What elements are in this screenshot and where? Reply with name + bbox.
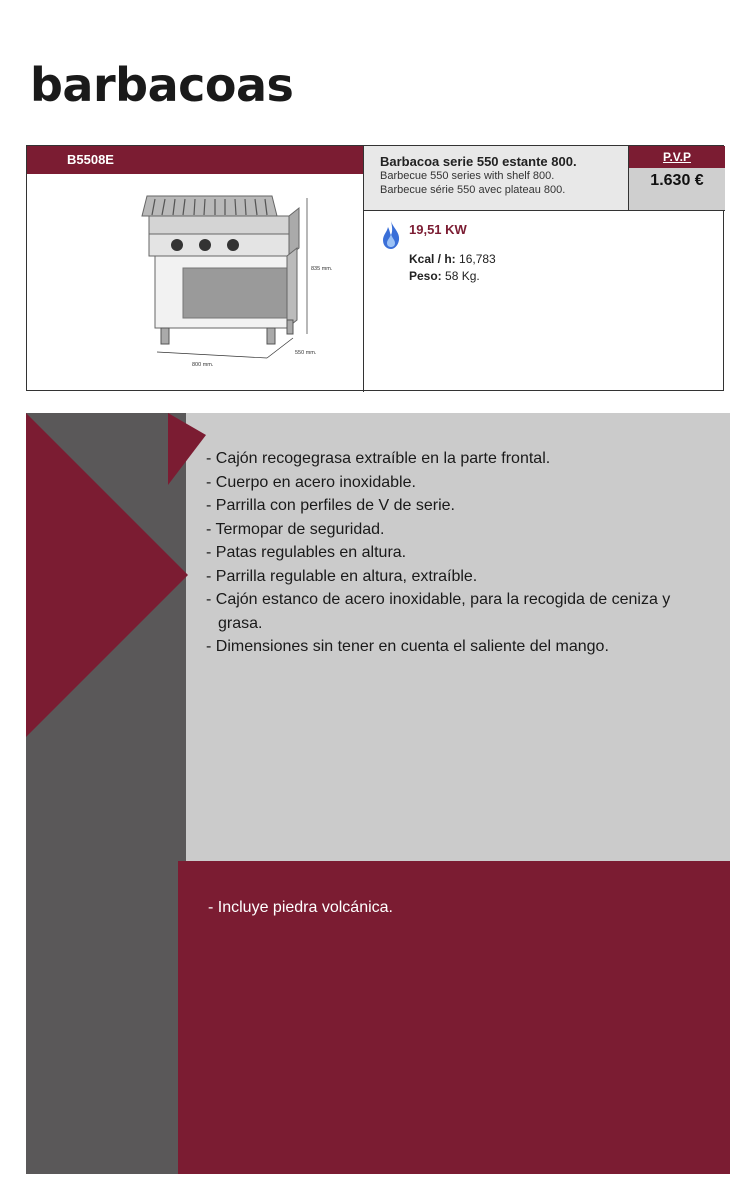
product-code: B5508E: [27, 146, 363, 174]
description-box: [364, 146, 628, 210]
decorative-triangle: [26, 413, 206, 743]
list-item: - Patas regulables en altura.: [206, 544, 407, 561]
dim-width-label: 800 mm.: [192, 362, 214, 368]
list-item: - Cuerpo en acero inoxidable.: [206, 473, 416, 491]
description-es: Barbacoa serie 550 estante 800.: [380, 154, 577, 169]
pvp-label: P.V.P: [629, 146, 725, 168]
price-box: [628, 146, 725, 210]
features-list: [206, 447, 716, 659]
power-value: 19,51 KW: [409, 222, 467, 237]
product-card: [26, 145, 724, 391]
list-item: - Cajón estanco de acero inoxidable, para la recogida de ceniza y grasa.: [206, 591, 671, 632]
kcal-row: [409, 252, 496, 266]
price-value: 1.630 €: [650, 172, 704, 189]
dim-depth-label: 550 mm.: [295, 350, 317, 356]
list-item: - Dimensiones sin tener en cuenta el saliente del mango.: [206, 638, 609, 655]
weight-value: 58 Kg.: [445, 269, 480, 283]
note-text: - Incluye piedra volcánica.: [208, 899, 393, 916]
description-fr: Barbecue série 550 avec plateau 800.: [380, 184, 566, 196]
decorative-gray-band: [26, 861, 178, 1174]
weight-row: [409, 269, 480, 283]
list-item: - Parrilla regulable en altura, extraíble.: [206, 567, 478, 585]
page-title: barbacoas: [30, 58, 294, 112]
list-item: - Termopar de seguridad.: [206, 520, 385, 538]
description-en: Barbecue 550 series with shelf 800.: [380, 170, 555, 182]
kcal-label: Kcal / h:: [409, 252, 456, 266]
product-image: [117, 186, 337, 376]
list-item: - Cajón recogegrasa extraíble en la parte frontal.: [206, 450, 551, 467]
kcal-value: 16,783: [459, 252, 496, 266]
dim-height-label: 835 mm.: [311, 266, 333, 272]
gas-flame-icon: [379, 220, 403, 250]
features-section: [26, 413, 730, 861]
spec-divider: [364, 210, 725, 211]
list-item: - Parrilla con perfiles de V de serie.: [206, 497, 455, 514]
weight-label: Peso:: [409, 269, 442, 283]
notes-section: [26, 861, 730, 1174]
